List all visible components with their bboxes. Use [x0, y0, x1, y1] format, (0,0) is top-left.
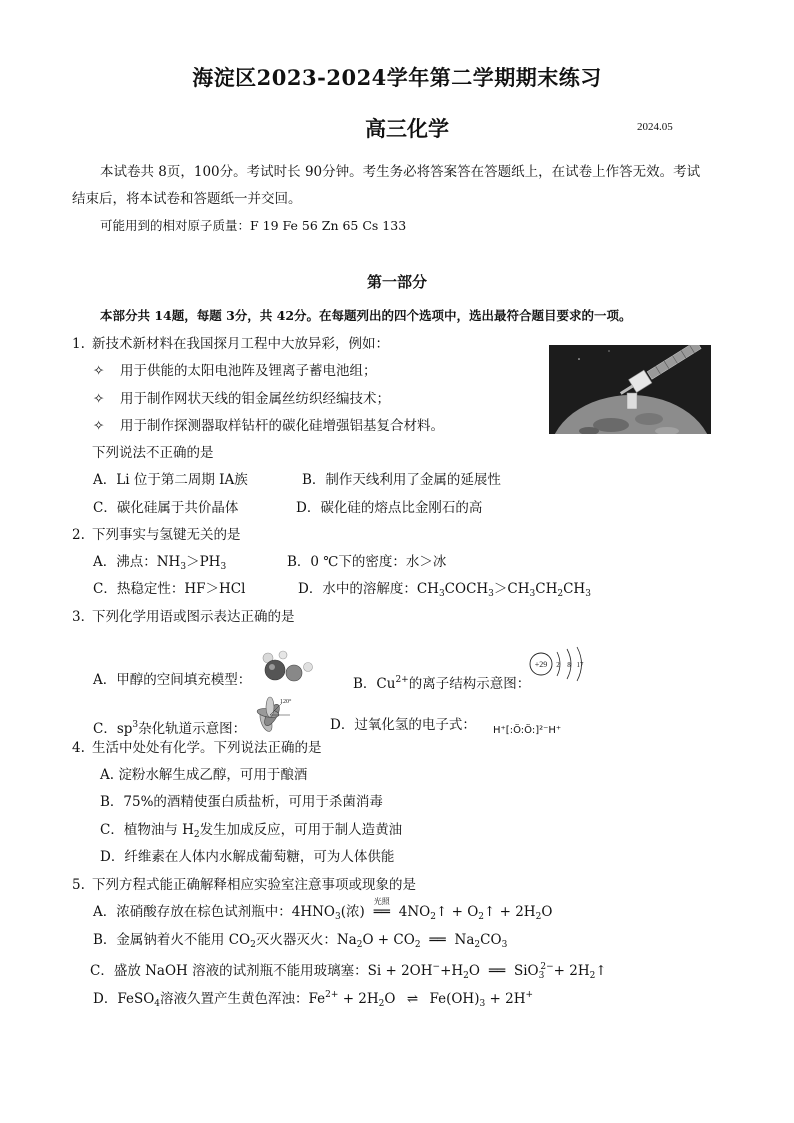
satellite-moon-image — [549, 345, 711, 434]
cu-ion-structure-diagram — [527, 646, 593, 686]
exam-subject: 高三化学 — [365, 116, 449, 141]
satellite-moon-photo — [549, 345, 711, 434]
q5-option-d[interactable]: D．FeSO$_4$溶液久置产生黄色浑浊：$Fe^{2+} + 2H_2O$ ⇌ $Fe(OH)_3 + 2H^+$ — [93, 990, 534, 1009]
q1-option-a[interactable]: A．Li 位于第二周期 IA族 — [93, 472, 248, 488]
q2-number: 2. — [72, 527, 85, 543]
q5-option-a[interactable]: A．浓硝酸存放在棕色试剂瓶中：$4HNO_3$(浓) 光照 ══ $4NO_2↑$ + $O_2↑ + 2H_2O$ — [93, 897, 553, 922]
shell-2-electrons: 8 — [567, 661, 571, 669]
q5-option-c[interactable]: C．盛放 NaOH 溶液的试剂瓶不能用玻璃塞：$Si + 2OH^-+H_2O$ ══ $SiO_3^{2-}+ 2H_2↑$ — [90, 962, 607, 981]
section-instruction: 本部分共 14题，每题 3分，共 42分。在每题列出的四个选项中，选出最符合题目要求的一项。 — [100, 308, 632, 323]
q3-option-c[interactable]: C．$sp^3$杂化轨道示意图： — [93, 720, 247, 737]
q1-bullet-3: 用于制作探测器取样钻杆的碳化硅增强铝基复合材料。 — [120, 418, 444, 434]
q3-option-a[interactable]: A．甲醇的空间填充模型： — [93, 672, 252, 688]
shell-1-electrons: 2 — [556, 661, 560, 669]
q3-option-d[interactable]: D．过氧化氢的电子式： — [330, 717, 476, 733]
intro-line-2: 结束后，将本试卷和答题纸一并交回。 — [72, 191, 302, 207]
q2-option-c[interactable]: C．热稳定性：HF＞HCl — [93, 581, 246, 597]
q3-number: 3． — [72, 609, 95, 625]
q2-option-b[interactable]: B．0 ℃下的密度：水＞冰 — [287, 554, 447, 570]
q2-stem: 下列事实与氢键无关的是 — [92, 527, 241, 543]
sp3-hybrid-orbital-diagram — [248, 693, 304, 735]
q5-option-b[interactable]: B．金属钠着火不能用 $CO_2$灭火器灭火：$Na_2O + CO_2$ ══ $Na_2CO_3$ — [93, 932, 508, 950]
q5-stem: 下列方程式能正确解释相应实验室注意事项或现象的是 — [92, 877, 416, 893]
q1-bullet-2: 用于制作网状天线的钼金属丝纺织经编技术； — [120, 391, 390, 407]
atomic-masses: 可能用到的相对原子质量：F 19 Fe 56 Zn 65 Cs 133 — [100, 218, 407, 233]
q3-stem: 下列化学用语或图示表达正确的是 — [92, 609, 295, 625]
q1-bullet-2-icon: ✧ — [93, 391, 105, 407]
q1-bullet-1-icon: ✧ — [93, 363, 105, 379]
q5-number: 5. — [72, 877, 85, 893]
q1-question: 下列说法不正确的是 — [92, 445, 214, 461]
q1-bullet-3-icon: ✧ — [93, 418, 105, 434]
q2-option-d[interactable]: D．水中的溶解度：$CH_3COCH_3>CH_3CH_2CH_3$ — [298, 581, 591, 599]
q4-option-b[interactable]: B．75%的酒精使蛋白质盐析，可用于杀菌消毒 — [100, 794, 383, 810]
q4-option-d[interactable]: D．纤维素在人体内水解成葡萄糖，可为人体供能 — [100, 849, 395, 865]
q2-option-a[interactable]: A．沸点：$NH_3>PH_3$ — [93, 554, 227, 572]
q4-option-a[interactable]: A. 淀粉水解生成乙醇，可用于酿酒 — [100, 767, 308, 783]
exam-title: 海淀区2023-2024学年第二学期期末练习 — [192, 65, 602, 90]
q4-number: 4. — [72, 740, 85, 756]
q4-option-c[interactable]: C．植物油与 $H_2$发生加成反应，可用于制人造黄油 — [100, 822, 403, 840]
q1-stem: 新技术新材料在我国探月工程中大放异彩，例如： — [92, 336, 389, 352]
methanol-space-filling-model — [253, 648, 323, 688]
shell-3-electrons: 17 — [576, 661, 584, 669]
q1-number: 1. — [72, 336, 85, 352]
intro-line-1: 本试卷共 8页，100分。考试时长 90分钟。考生务必将答案答在答题纸上，在试卷上作答无效。考试 — [100, 164, 701, 180]
q1-option-c[interactable]: C．碳化硅属于共价晶体 — [93, 500, 239, 516]
exam-date: 2024.05 — [637, 121, 673, 133]
q1-bullet-1: 用于供能的太阳电池阵及锂离子蓄电池组； — [120, 363, 377, 379]
nucleus-label: +29 — [534, 660, 548, 669]
q1-option-d[interactable]: D．碳化硅的熔点比金刚石的高 — [296, 500, 483, 516]
h2o2-electron-formula: H⁺[:Ö:Ö:]²⁻H⁺ — [493, 725, 562, 736]
orbital-angle-label: 120° — [280, 699, 292, 705]
section-title: 第一部分 — [366, 273, 427, 291]
q3-option-b[interactable]: B．$Cu^{2+}$的离子结构示意图： — [353, 675, 531, 692]
q1-option-b[interactable]: B．制作天线利用了金属的延展性 — [302, 472, 501, 488]
q4-stem: 生活中处处有化学。下列说法正确的是 — [92, 740, 322, 756]
